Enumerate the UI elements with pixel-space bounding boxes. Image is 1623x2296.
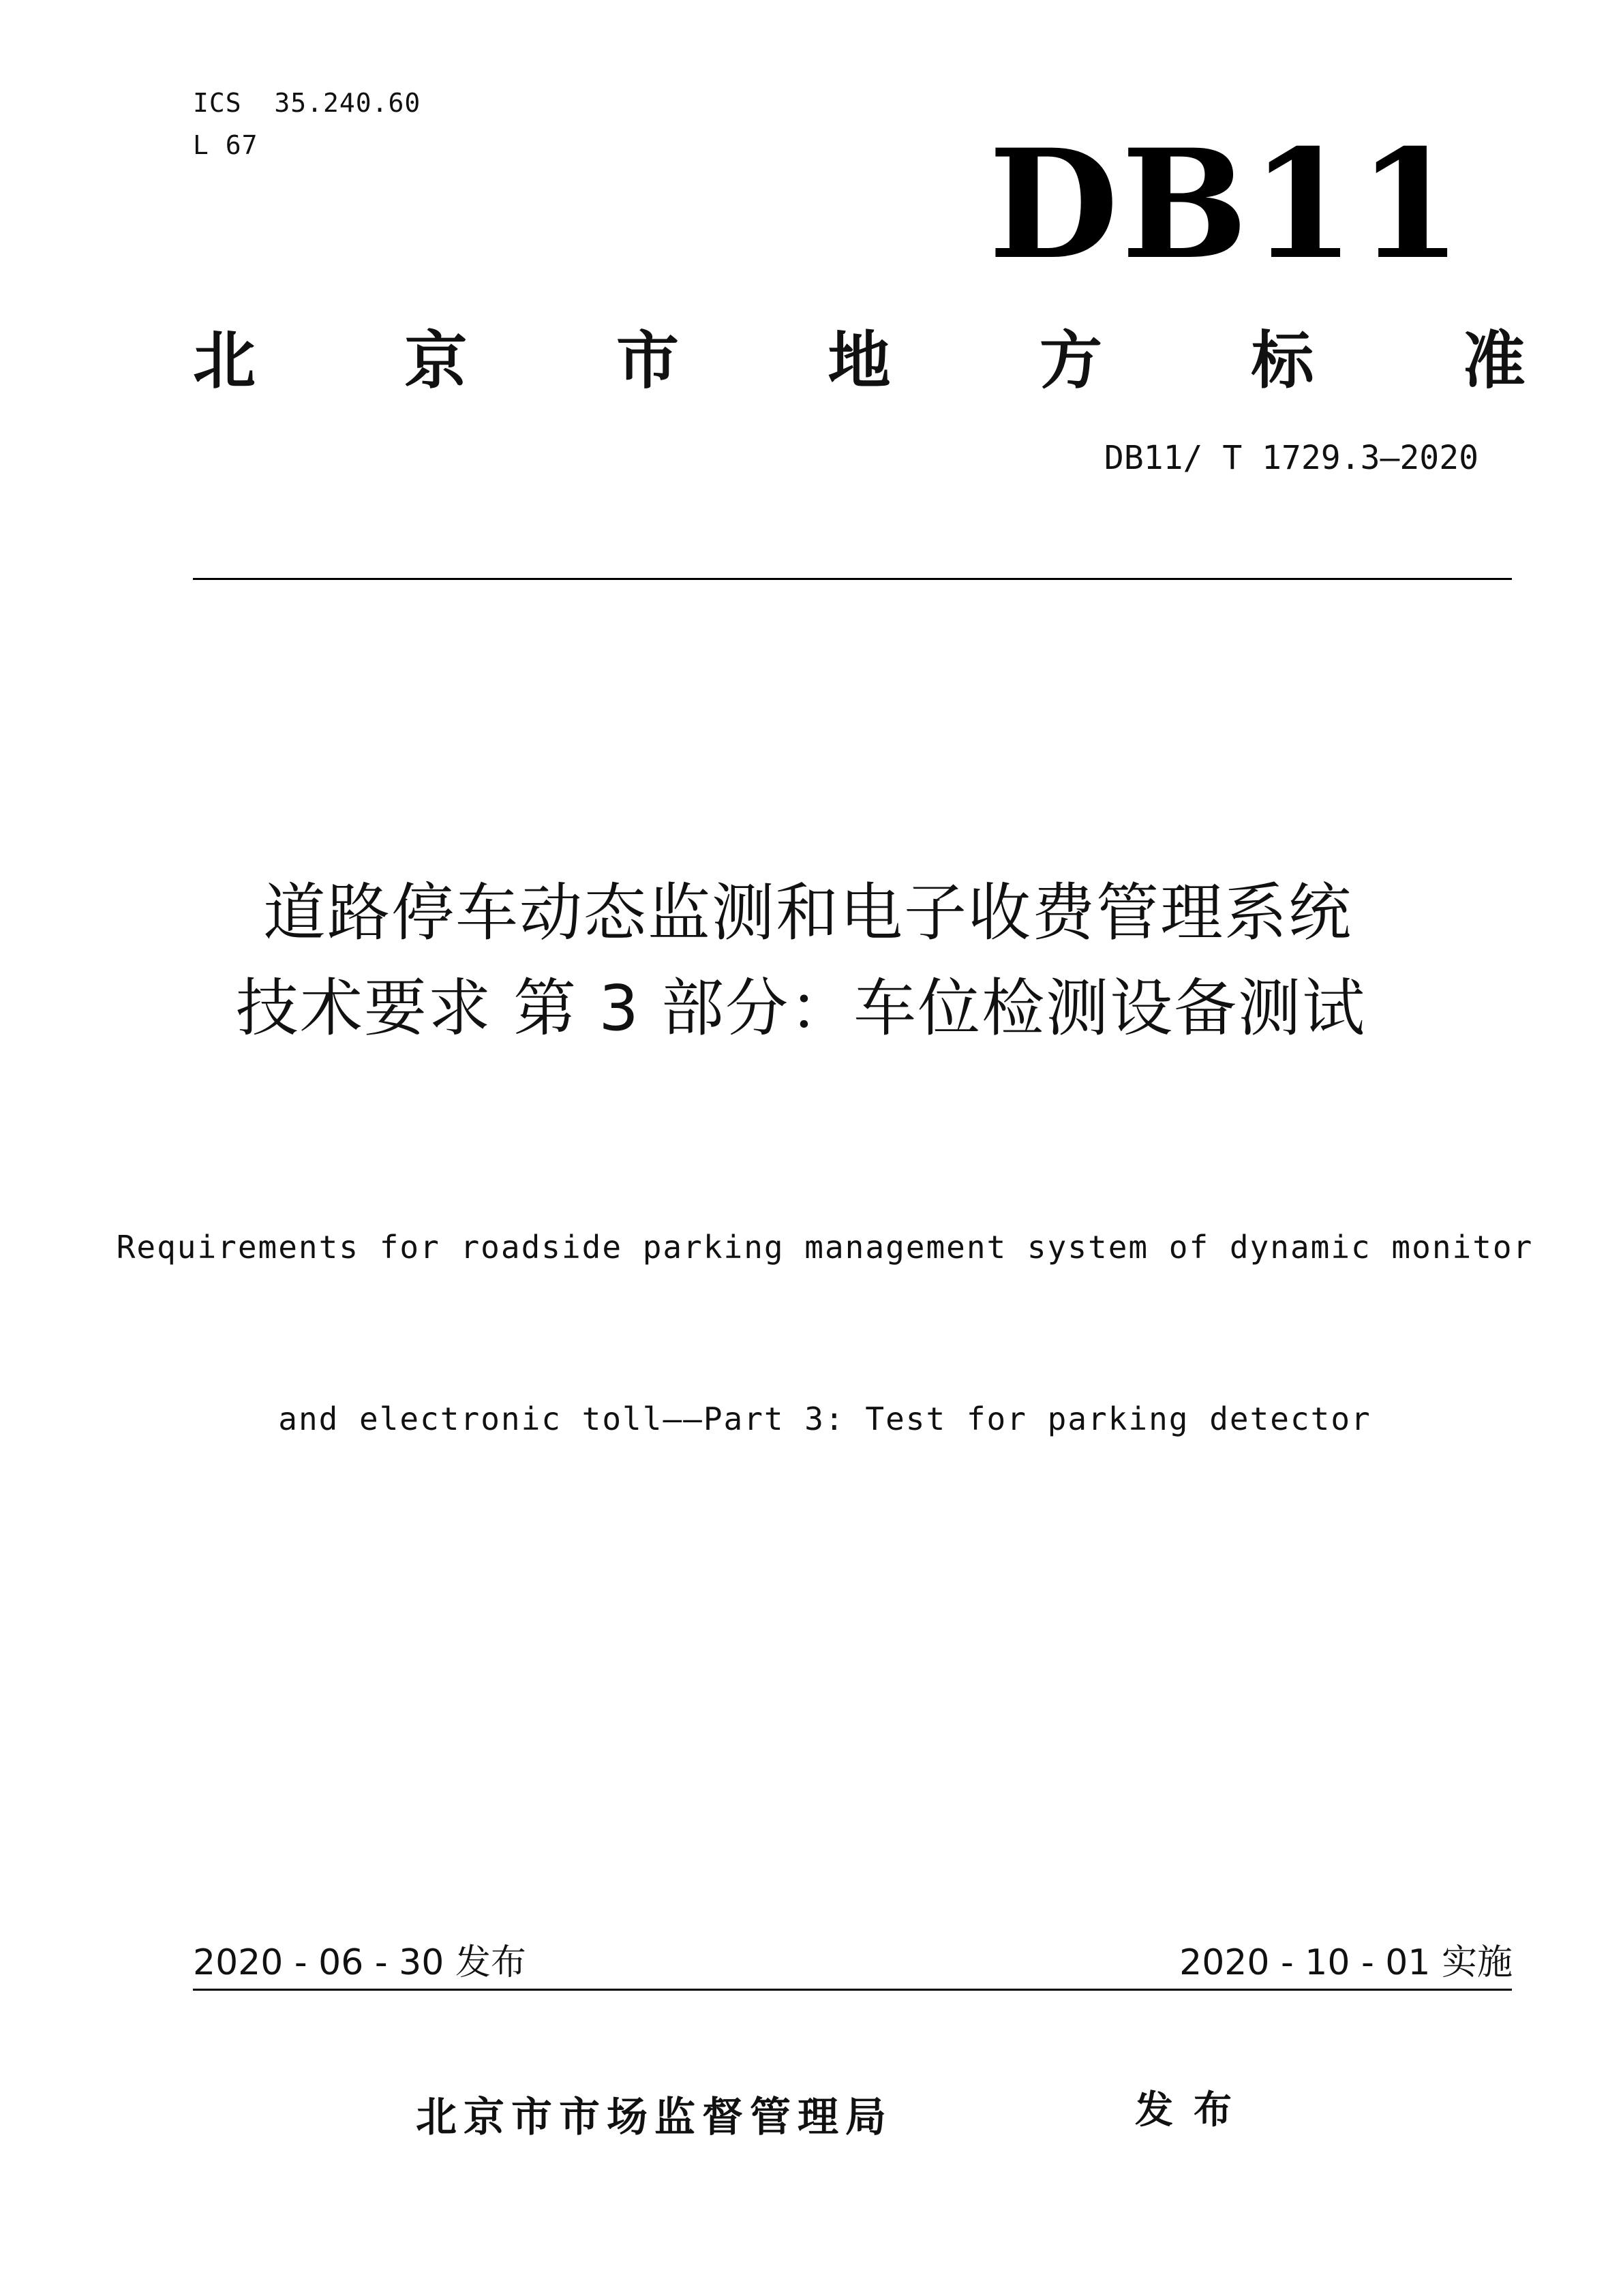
english-title: [109, 1104, 1541, 1505]
publish-label: 发布: [1135, 2088, 1252, 2132]
standard-type-char: 地: [828, 324, 891, 397]
standard-type-heading: [193, 315, 1526, 397]
standard-number: DB11/ T 1729.3—2020: [1104, 439, 1478, 477]
chinese-title: [136, 866, 1466, 1056]
issuing-authority: 北京市市场监督管理局: [416, 2094, 893, 2141]
classification-codes: [193, 82, 421, 166]
ics-code: ICS 35.240.60: [193, 88, 421, 118]
db11-logo: DB11: [988, 116, 1465, 292]
standard-type-char: 标: [1251, 324, 1314, 397]
bottom-divider: [193, 1989, 1512, 1991]
standard-type-char: 北: [193, 324, 256, 397]
ccs-code: L 67: [193, 130, 258, 160]
standard-type-char: 准: [1462, 324, 1526, 397]
english-title-line1: Requirements for roadside parking management system of dynamic monitor: [116, 1229, 1534, 1266]
standard-type-char: 方: [1039, 324, 1102, 397]
english-title-line2: and electronic toll——Part 3: Test for parking detector: [278, 1400, 1371, 1437]
standard-type-char: 市: [616, 324, 679, 397]
chinese-title-line2: 技术要求 第 3 部分：车位检测设备测试: [235, 972, 1367, 1045]
chinese-title-line1: 道路停车动态监测和电子收费管理系统: [262, 876, 1352, 949]
top-divider: [193, 578, 1512, 580]
standard-type-char: 京: [404, 324, 468, 397]
issue-date: 2020 - 06 - 30 发布: [193, 1942, 526, 1983]
implementation-date: 2020 - 10 - 01 实施: [1179, 1942, 1513, 1983]
